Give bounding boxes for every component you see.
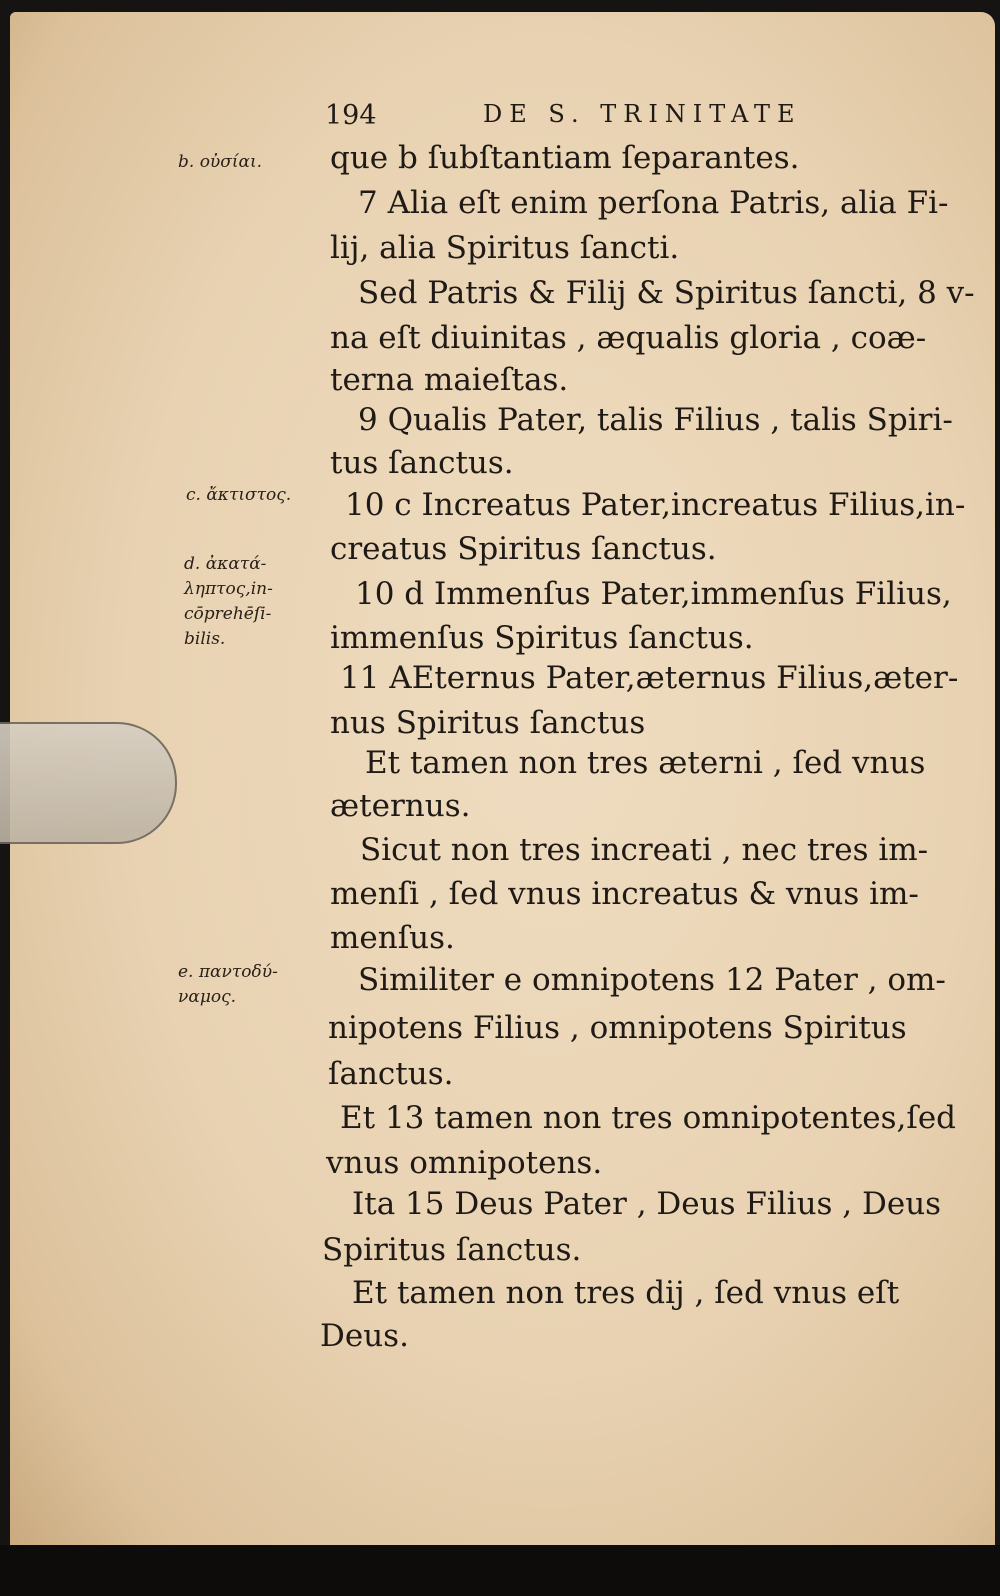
margin-note-line: c. ἄκτιστος. <box>186 485 292 505</box>
margin-note-d <box>184 552 273 652</box>
text-line: terna maieſtas. <box>330 362 569 398</box>
page-number: 194 <box>325 100 377 131</box>
text-line: Ita 15 Deus Pater , Deus Filius , Deus <box>352 1186 942 1222</box>
text-line: 10 d Immenſus Pater,immenſus Filius, <box>355 576 952 612</box>
text-line: que b ſubſtantiam ſeparantes. <box>330 140 800 176</box>
text-line: ſanctus. <box>328 1056 454 1092</box>
text-line: menſi , ſed vnus increatus & vnus im- <box>330 876 919 912</box>
bookmark-tab <box>0 722 177 844</box>
bottom-shadow <box>0 1545 1000 1596</box>
text-line: Et 13 tamen non tres omnipotentes,ſed <box>340 1100 957 1136</box>
margin-note-line: ναμος. <box>178 987 237 1007</box>
text-line: nus Spiritus ſanctus <box>330 705 646 741</box>
text-line: nipotens Filius , omnipotens Spiritus <box>328 1010 907 1046</box>
text-line: æternus. <box>330 788 471 824</box>
margin-note-line: d. ἀκατά- <box>184 554 267 574</box>
text-line: lij, alia Spiritus ſancti. <box>330 230 680 266</box>
text-line: na eſt diuinitas , æqualis gloria , coæ- <box>330 320 927 356</box>
margin-note-b <box>178 150 262 175</box>
text-line: creatus Spiritus ſanctus. <box>330 531 717 567</box>
page-header <box>325 100 825 140</box>
text-line: 10 c Increatus Pater,increatus Filius,in- <box>345 487 966 523</box>
text-line: 7 Alia eſt enim perſona Patris, alia Fi- <box>358 185 949 221</box>
margin-note-line: bilis. <box>184 629 226 649</box>
text-line: Sicut non tres increati , nec tres im- <box>360 832 929 868</box>
text-line: 9 Qualis Pater, talis Filius , talis Spiri- <box>358 402 953 438</box>
text-line: vnus omnipotens. <box>326 1145 603 1181</box>
margin-note-e <box>178 960 278 1010</box>
text-line: Et tamen non tres dij , ſed vnus eſt <box>352 1275 900 1311</box>
margin-note-line: cōprehēſi- <box>184 604 272 624</box>
text-line: immenſus Spiritus ſanctus. <box>330 620 754 656</box>
text-line: tus ſanctus. <box>330 445 514 481</box>
text-line: menſus. <box>330 920 455 956</box>
text-line: Spiritus ſanctus. <box>322 1232 582 1268</box>
running-title: DE S. TRINITATE <box>483 100 802 128</box>
text-line: Similiter e omnipotens 12 Pater , om- <box>358 962 946 998</box>
text-line: Sed Patris & Filij & Spiritus ſancti, 8 v- <box>358 275 975 311</box>
text-line: Et tamen non tres æterni , ſed vnus <box>365 745 926 781</box>
text-line: 11 AEternus Pater,æternus Filius,æter- <box>340 660 959 696</box>
text-line: Deus. <box>320 1318 409 1354</box>
margin-note-c <box>186 483 291 508</box>
margin-note-line: ληπτος,in- <box>184 579 273 599</box>
margin-note-line: e. παντοδύ- <box>178 962 278 982</box>
margin-note-line: b. οὐσίαι. <box>178 152 263 172</box>
